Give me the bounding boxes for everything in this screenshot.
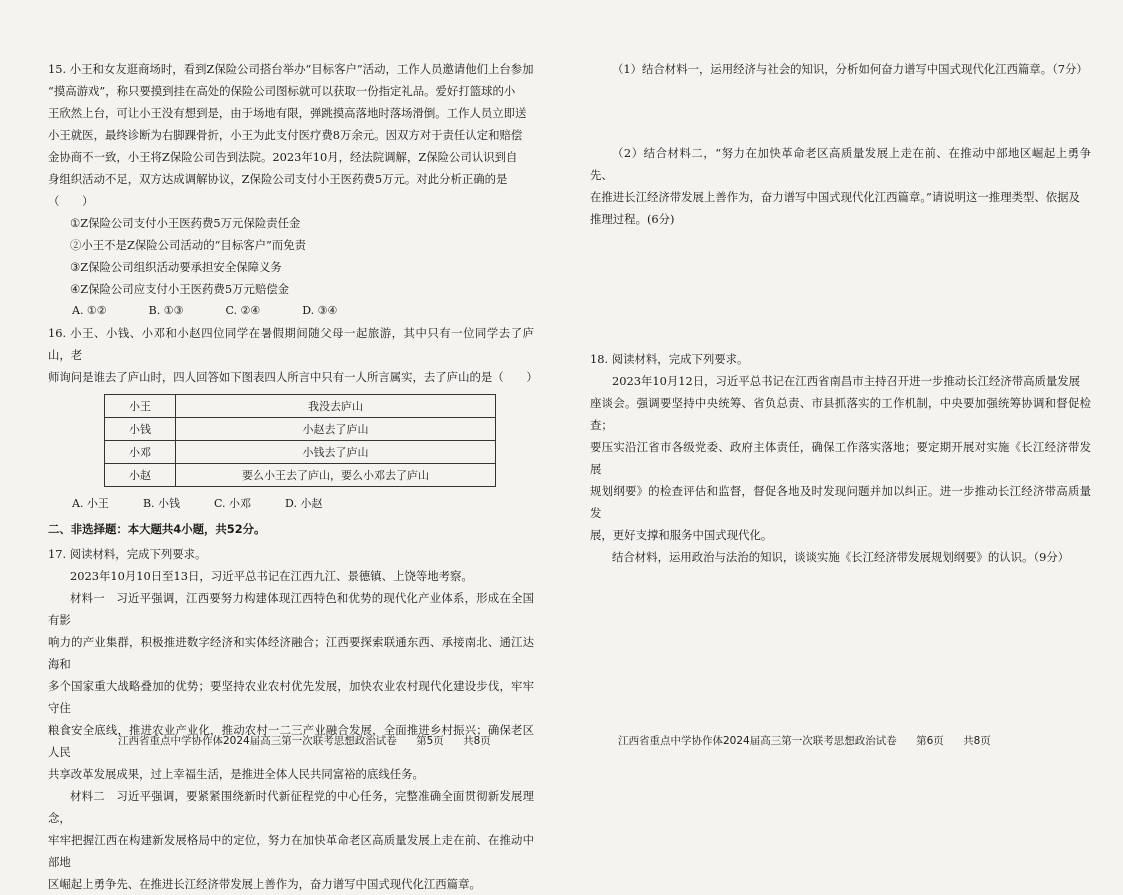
q15-option: ②小王不是Z保险公司活动的“目标客户”而免责	[70, 238, 306, 252]
q18-line: 规划纲要》的检查评估和监督，督促各地及时发现问题并加以纠正。进一步推动长江经济带高质量发	[590, 484, 1091, 520]
q17-line: 多个国家重大战略叠加的优势；要坚持农业农村优先发展，加快农业农村现代化建设步伐，牢牢守住	[48, 679, 534, 715]
footer-total: 共8页	[463, 735, 491, 747]
exam-page-5	[0, 0, 562, 891]
q18-line: 18. 阅读材料，完成下列要求。	[590, 352, 749, 366]
question-17	[48, 543, 534, 895]
q18-line: 要压实沿江省市各级党委、政府主体责任，确保工作落实落地；要定期开展对实施《长江经济带发展	[590, 440, 1091, 476]
q15-option: ③Z保险公司组织活动要承担安全保障义务	[70, 260, 282, 274]
q17-sub2-line: 在推进长江经济带发展上善作为，奋力谱写中国式现代化江西篇章。”请说明这一推理类型、依据及	[590, 190, 1080, 204]
table-row	[105, 441, 496, 464]
q15-choice-d: D. ③④	[302, 304, 338, 317]
question-18	[590, 348, 1091, 568]
q17-sub2-line: 推理过程。(6分)	[590, 212, 675, 226]
answer-space	[590, 230, 1091, 348]
q18-line: 座谈会。强调要坚持中央统筹、省负总责、市县抓落实的工作机制，中央要加强统筹协调和督促检查；	[590, 396, 1091, 432]
q15-choices	[48, 300, 534, 322]
table-cell-name: 小钱	[105, 418, 176, 441]
table-row	[105, 395, 496, 418]
q16-choices	[48, 493, 534, 515]
q15-choice-b: B. ①③	[148, 304, 184, 317]
q15-choice-c: C. ②④	[225, 304, 261, 317]
q16-line: 师询问是谁去了庐山时，四人回答如下图表四人所言中只有一人所言属实，去了庐山的是（ ）	[48, 370, 538, 384]
q18-line: 2023年10月12日，习近平总书记在江西省南昌市主持召开进一步推动长江经济带高质量发展	[612, 374, 1081, 388]
footer-page: 第6页	[916, 735, 944, 747]
exam-page-6	[562, 0, 1123, 793]
q17-line: 材料二 习近平强调，要紧紧围绕新时代新征程党的中心任务，完整准确全面贯彻新发展理念，	[48, 789, 534, 825]
q16-choice-c: C. 小邓	[214, 497, 252, 510]
q15-line: 15. 小王和女友逛商场时，看到Z保险公司搭台举办“目标客户”活动，工作人员邀请他们上台参加	[48, 62, 534, 76]
q17-line: 区崛起上勇争先、在推进长江经济带发展上善作为，奋力谱写中国式现代化江西篇章。	[48, 877, 481, 891]
q16-choice-a: A. 小王	[72, 497, 109, 510]
table-cell-statement: 小钱去了庐山	[176, 441, 496, 464]
table-cell-name: 小邓	[105, 441, 176, 464]
q15-line: 身组织活动不足，双方达成调解协议，Z保险公司支付小王医药费5万元。对此分析正确的是	[48, 172, 508, 186]
q18-line: 结合材料，运用政治与法治的知识，谈谈实施《长江经济带发展规划纲要》的认识。（9分）	[612, 550, 1070, 564]
q17-line: 2023年10月10日至13日，习近平总书记在江西九江、景德镇、上饶等地考察。	[70, 569, 473, 583]
q15-line: 小王就医，最终诊断为右脚踝骨折，小王为此支付医疗费8万余元。因双方对于责任认定和赔偿	[48, 128, 523, 142]
q17-sub2-line: （2）结合材料二，“努力在加快革命老区高质量发展上走在前、在推动中部地区崛起上勇争先、	[590, 146, 1091, 182]
q15-choice-a: A. ①②	[72, 304, 107, 317]
q16-choice-b: B. 小钱	[142, 497, 181, 510]
page-footer	[118, 733, 507, 748]
q17-line: 牢牢把握江西在构建新发展格局中的定位，努力在加快革命老区高质量发展上走在前、在推动中部地	[48, 833, 534, 869]
table-row	[105, 418, 496, 441]
table-cell-name: 小赵	[105, 464, 176, 487]
q17-sub1: （1）结合材料一，运用经济与社会的知识，分析如何奋力谱写中国式现代化江西篇章。（7分）	[612, 62, 1088, 76]
q15-option: ④Z保险公司应支付小王医药费5万元赔偿金	[70, 282, 290, 296]
table-cell-statement: 要么小王去了庐山，要么小邓去了庐山	[176, 464, 496, 487]
question-16	[48, 322, 538, 515]
q15-line: （ ）	[48, 194, 94, 208]
q17-line: 响力的产业集群，积极推进数字经济和实体经济融合；江西要探索联通东西、承接南北、通江达海和	[48, 635, 534, 671]
q16-choice-d: D. 小赵	[285, 497, 323, 510]
page-footer	[618, 733, 1007, 748]
table-cell-statement: 我没去庐山	[176, 395, 496, 418]
q18-line: 展，更好支撑和服务中国式现代化。	[590, 528, 773, 542]
table-row	[105, 464, 496, 487]
q15-line: “摸高游戏”，称只要摸到挂在高处的保险公司图标就可以获取一份指定礼品。爱好打篮球的小	[48, 84, 516, 98]
q17-line: 材料一 习近平强调，江西要努力构建体现江西特色和优势的现代化产业体系，形成在全国有影	[48, 591, 534, 627]
q17-line: 17. 阅读材料，完成下列要求。	[48, 547, 207, 561]
q15-line: 金协商不一致，小王将Z保险公司告到法院。2023年10月，经法院调解，Z保险公司认识到自	[48, 150, 518, 164]
footer-total: 共8页	[963, 735, 991, 747]
answer-space	[590, 80, 1091, 142]
q17-line: 粮食安全底线，推进农业产业化，推动农村一二三产业融合发展，全面推进乡村振兴；确保老区人民	[48, 723, 534, 759]
q15-option: ①Z保险公司支付小王医药费5万元保险责任金	[70, 216, 301, 230]
q16-statement-table	[104, 394, 496, 487]
table-cell-statement: 小赵去了庐山	[176, 418, 496, 441]
q16-line: 16. 小王、小钱、小邓和小赵四位同学在暑假期间随父母一起旅游，其中只有一位同学去了庐山，老	[48, 326, 534, 362]
footer-title: 江西省重点中学协作体2024届高三第一次联考思想政治试卷	[118, 735, 397, 747]
footer-title: 江西省重点中学协作体2024届高三第一次联考思想政治试卷	[618, 735, 897, 747]
q17-line: 共享改革发展成果，过上幸福生活，是推进全体人民共同富裕的底线任务。	[48, 767, 424, 781]
section-heading: 二、非选择题：本大题共4小题，共52分。	[48, 522, 266, 536]
footer-page: 第5页	[416, 735, 444, 747]
question-15	[48, 58, 534, 322]
q15-line: 王欣然上台，可让小王没有想到是，由于场地有限，弹跳摸高落地时落场滑倒。工作人员立即送	[48, 106, 527, 120]
table-cell-name: 小王	[105, 395, 176, 418]
